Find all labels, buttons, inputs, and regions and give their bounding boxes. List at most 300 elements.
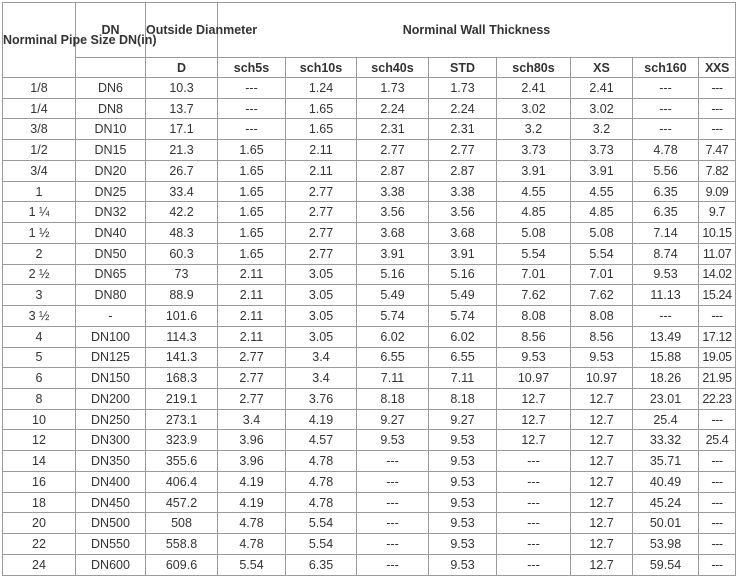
header-std: STD [429, 58, 497, 78]
cell-xxs: --- [699, 492, 736, 513]
cell-sch160: 33.32 [633, 430, 699, 451]
cell-xs: 12.7 [571, 430, 633, 451]
cell-pipe-size: 2 [3, 243, 76, 264]
cell-sch10s: 4.78 [286, 451, 357, 472]
cell-std: 5.16 [429, 264, 497, 285]
table-row [3, 389, 736, 410]
cell-sch10s: 4.78 [286, 492, 357, 513]
cell-xxs: 11.07 [699, 243, 736, 264]
cell-sch10s: 2.77 [286, 243, 357, 264]
cell-sch10s: 2.77 [286, 202, 357, 223]
cell-sch10s: 5.54 [286, 534, 357, 555]
cell-dn: DN550 [76, 534, 146, 555]
header-wall-thickness: Norminal Wall Thickness [218, 3, 736, 58]
cell-dn: DN400 [76, 471, 146, 492]
cell-sch40s: --- [357, 492, 429, 513]
cell-pipe-size: 3 [3, 285, 76, 306]
header-sch160: sch160 [633, 58, 699, 78]
cell-xxs: --- [699, 534, 736, 555]
table-row [3, 181, 736, 202]
cell-sch160: 25.4 [633, 409, 699, 430]
cell-xs: 2.41 [571, 78, 633, 99]
table-row [3, 160, 736, 181]
cell-sch5s: 1.65 [218, 202, 286, 223]
cell-dn: DN10 [76, 119, 146, 140]
cell-sch40s: 3.68 [357, 223, 429, 244]
cell-sch40s: --- [357, 451, 429, 472]
cell-sch40s: 5.16 [357, 264, 429, 285]
cell-outside-diameter: 88.9 [146, 285, 218, 306]
table-row [3, 409, 736, 430]
header-od-unit: D [146, 58, 218, 78]
table-row [3, 554, 736, 575]
cell-outside-diameter: 558.8 [146, 534, 218, 555]
cell-sch10s: 2.77 [286, 181, 357, 202]
cell-std: 3.56 [429, 202, 497, 223]
table-row [3, 513, 736, 534]
cell-pipe-size: 1 ¼ [3, 202, 76, 223]
table-row [3, 451, 736, 472]
cell-pipe-size: 1 ½ [3, 223, 76, 244]
cell-pipe-size: 6 [3, 368, 76, 389]
cell-sch80s: 5.54 [497, 243, 571, 264]
cell-pipe-size: 24 [3, 554, 76, 575]
cell-sch160: 15.88 [633, 347, 699, 368]
cell-std: 2.77 [429, 140, 497, 161]
cell-sch10s: 4.78 [286, 471, 357, 492]
cell-xxs: --- [699, 98, 736, 119]
cell-dn: DN40 [76, 223, 146, 244]
cell-sch160: --- [633, 306, 699, 327]
cell-xs: 10.97 [571, 368, 633, 389]
cell-sch10s: 2.11 [286, 140, 357, 161]
cell-xxs: --- [699, 471, 736, 492]
table-row [3, 492, 736, 513]
cell-sch10s: 6.35 [286, 554, 357, 575]
table-row [3, 119, 736, 140]
cell-xs: 3.02 [571, 98, 633, 119]
cell-xxs: --- [699, 554, 736, 575]
cell-outside-diameter: 273.1 [146, 409, 218, 430]
header-sch80s: sch80s [497, 58, 571, 78]
cell-xxs: 7.47 [699, 140, 736, 161]
cell-pipe-size: 3 ½ [3, 306, 76, 327]
table-row [3, 326, 736, 347]
cell-sch160: 8.74 [633, 243, 699, 264]
cell-outside-diameter: 355.6 [146, 451, 218, 472]
cell-xs: 8.56 [571, 326, 633, 347]
cell-outside-diameter: 26.7 [146, 160, 218, 181]
cell-xs: 5.08 [571, 223, 633, 244]
cell-sch80s: 3.02 [497, 98, 571, 119]
cell-sch10s: 1.65 [286, 119, 357, 140]
cell-pipe-size: 1 [3, 181, 76, 202]
cell-xs: 12.7 [571, 471, 633, 492]
cell-dn: DN250 [76, 409, 146, 430]
table-row [3, 264, 736, 285]
cell-sch10s: 4.57 [286, 430, 357, 451]
cell-sch40s: 2.24 [357, 98, 429, 119]
cell-std: 9.53 [429, 513, 497, 534]
cell-sch160: 5.56 [633, 160, 699, 181]
cell-sch40s: --- [357, 554, 429, 575]
cell-sch160: 50.01 [633, 513, 699, 534]
cell-std: 9.53 [429, 430, 497, 451]
cell-pipe-size: 3/4 [3, 160, 76, 181]
cell-sch80s: 8.56 [497, 326, 571, 347]
cell-outside-diameter: 33.4 [146, 181, 218, 202]
cell-sch40s: 7.11 [357, 368, 429, 389]
cell-std: 2.87 [429, 160, 497, 181]
cell-sch5s: 3.4 [218, 409, 286, 430]
cell-xxs: 17.12 [699, 326, 736, 347]
cell-xxs: 10.15 [699, 223, 736, 244]
cell-std: 9.53 [429, 451, 497, 472]
cell-sch40s: --- [357, 471, 429, 492]
cell-sch5s: 2.77 [218, 389, 286, 410]
header-sch40s: sch40s [357, 58, 429, 78]
cell-sch40s: 3.91 [357, 243, 429, 264]
cell-std: 8.18 [429, 389, 497, 410]
cell-std: 7.11 [429, 368, 497, 389]
cell-sch40s: 5.49 [357, 285, 429, 306]
cell-outside-diameter: 10.3 [146, 78, 218, 99]
cell-dn: DN50 [76, 243, 146, 264]
cell-xs: 3.91 [571, 160, 633, 181]
cell-std: 9.53 [429, 554, 497, 575]
cell-pipe-size: 10 [3, 409, 76, 430]
header-sch5s: sch5s [218, 58, 286, 78]
cell-sch160: --- [633, 119, 699, 140]
cell-xs: 4.85 [571, 202, 633, 223]
cell-xs: 12.7 [571, 389, 633, 410]
table-row [3, 306, 736, 327]
cell-dn: DN500 [76, 513, 146, 534]
cell-dn: DN300 [76, 430, 146, 451]
cell-std: 9.53 [429, 471, 497, 492]
cell-sch160: 9.53 [633, 264, 699, 285]
cell-xxs: 22.23 [699, 389, 736, 410]
cell-pipe-size: 1/8 [3, 78, 76, 99]
cell-pipe-size: 16 [3, 471, 76, 492]
cell-sch160: 40.49 [633, 471, 699, 492]
cell-pipe-size: 12 [3, 430, 76, 451]
cell-std: 6.55 [429, 347, 497, 368]
cell-xxs: --- [699, 119, 736, 140]
cell-xs: 12.7 [571, 492, 633, 513]
cell-sch40s: 6.02 [357, 326, 429, 347]
cell-dn: DN100 [76, 326, 146, 347]
cell-sch160: 45.24 [633, 492, 699, 513]
cell-sch5s: 1.65 [218, 243, 286, 264]
cell-sch40s: 5.74 [357, 306, 429, 327]
cell-pipe-size: 4 [3, 326, 76, 347]
cell-dn: DN20 [76, 160, 146, 181]
cell-xxs: 25.4 [699, 430, 736, 451]
cell-sch10s: 3.76 [286, 389, 357, 410]
cell-outside-diameter: 168.3 [146, 368, 218, 389]
cell-xs: 12.7 [571, 534, 633, 555]
cell-sch10s: 5.54 [286, 513, 357, 534]
cell-outside-diameter: 141.3 [146, 347, 218, 368]
cell-sch10s: 4.19 [286, 409, 357, 430]
cell-dn: DN15 [76, 140, 146, 161]
table-row [3, 471, 736, 492]
cell-sch5s: 3.96 [218, 451, 286, 472]
table-row [3, 285, 736, 306]
cell-sch80s: 5.08 [497, 223, 571, 244]
cell-sch160: 4.78 [633, 140, 699, 161]
cell-sch10s: 2.11 [286, 160, 357, 181]
cell-xs: 12.7 [571, 554, 633, 575]
cell-sch80s: 3.91 [497, 160, 571, 181]
cell-sch5s: 1.65 [218, 223, 286, 244]
cell-pipe-size: 1/4 [3, 98, 76, 119]
cell-sch5s: 3.96 [218, 430, 286, 451]
cell-std: 2.24 [429, 98, 497, 119]
cell-sch160: 35.71 [633, 451, 699, 472]
cell-xxs: --- [699, 78, 736, 99]
cell-pipe-size: 8 [3, 389, 76, 410]
cell-outside-diameter: 457.2 [146, 492, 218, 513]
cell-dn: DN125 [76, 347, 146, 368]
cell-pipe-size: 14 [3, 451, 76, 472]
cell-sch10s: 3.05 [286, 264, 357, 285]
cell-sch40s: 3.56 [357, 202, 429, 223]
cell-sch80s: --- [497, 492, 571, 513]
cell-std: 1.73 [429, 78, 497, 99]
header-outside-diameter: Outside Dianmeter [146, 3, 218, 58]
table-row [3, 243, 736, 264]
cell-xs: 12.7 [571, 409, 633, 430]
cell-dn: DN8 [76, 98, 146, 119]
cell-xxs: 14.02 [699, 264, 736, 285]
cell-sch80s: 12.7 [497, 430, 571, 451]
cell-dn: DN65 [76, 264, 146, 285]
cell-sch10s: 3.05 [286, 326, 357, 347]
cell-dn: DN450 [76, 492, 146, 513]
cell-outside-diameter: 42.2 [146, 202, 218, 223]
cell-dn: DN80 [76, 285, 146, 306]
cell-outside-diameter: 114.3 [146, 326, 218, 347]
cell-sch10s: 3.05 [286, 306, 357, 327]
cell-xxs: --- [699, 451, 736, 472]
cell-outside-diameter: 60.3 [146, 243, 218, 264]
cell-dn: DN600 [76, 554, 146, 575]
cell-pipe-size: 5 [3, 347, 76, 368]
cell-sch160: 13.49 [633, 326, 699, 347]
cell-sch160: 6.35 [633, 202, 699, 223]
table-row [3, 78, 736, 99]
cell-sch160: 53.98 [633, 534, 699, 555]
cell-sch160: --- [633, 98, 699, 119]
cell-outside-diameter: 48.3 [146, 223, 218, 244]
cell-sch5s: 1.65 [218, 140, 286, 161]
header-row-main [3, 3, 736, 58]
cell-sch80s: --- [497, 471, 571, 492]
cell-sch40s: --- [357, 513, 429, 534]
cell-sch5s: 2.11 [218, 285, 286, 306]
cell-sch10s: 1.65 [286, 98, 357, 119]
cell-std: 3.38 [429, 181, 497, 202]
cell-sch40s: 3.38 [357, 181, 429, 202]
cell-sch40s: 2.87 [357, 160, 429, 181]
cell-sch160: 23.01 [633, 389, 699, 410]
cell-xs: 7.01 [571, 264, 633, 285]
cell-outside-diameter: 17.1 [146, 119, 218, 140]
cell-std: 3.91 [429, 243, 497, 264]
header-dn-blank [76, 58, 146, 78]
cell-outside-diameter: 406.4 [146, 471, 218, 492]
cell-outside-diameter: 219.1 [146, 389, 218, 410]
cell-pipe-size: 20 [3, 513, 76, 534]
cell-sch5s: --- [218, 98, 286, 119]
table-row [3, 347, 736, 368]
cell-xxs: 19.05 [699, 347, 736, 368]
header-pipe-size: Norminal Pipe Size DN(in) [3, 3, 76, 78]
cell-sch5s: 4.78 [218, 513, 286, 534]
cell-sch80s: 7.01 [497, 264, 571, 285]
cell-sch5s: 4.19 [218, 471, 286, 492]
cell-sch40s: 2.77 [357, 140, 429, 161]
cell-outside-diameter: 101.6 [146, 306, 218, 327]
table-row [3, 430, 736, 451]
cell-sch5s: 1.65 [218, 181, 286, 202]
cell-pipe-size: 1/2 [3, 140, 76, 161]
table-row [3, 368, 736, 389]
cell-sch5s: 2.11 [218, 326, 286, 347]
cell-sch160: 6.35 [633, 181, 699, 202]
cell-xxs: 7.82 [699, 160, 736, 181]
cell-xxs: 9.09 [699, 181, 736, 202]
cell-sch5s: 4.78 [218, 534, 286, 555]
cell-std: 9.53 [429, 534, 497, 555]
cell-sch5s: --- [218, 119, 286, 140]
cell-std: 9.27 [429, 409, 497, 430]
cell-sch160: 11.13 [633, 285, 699, 306]
table-row [3, 223, 736, 244]
cell-pipe-size: 18 [3, 492, 76, 513]
cell-sch10s: 3.4 [286, 347, 357, 368]
cell-sch10s: 2.77 [286, 223, 357, 244]
cell-std: 5.74 [429, 306, 497, 327]
table-row [3, 140, 736, 161]
cell-sch80s: 3.2 [497, 119, 571, 140]
cell-dn: DN200 [76, 389, 146, 410]
cell-dn: DN150 [76, 368, 146, 389]
cell-std: 2.31 [429, 119, 497, 140]
cell-sch160: --- [633, 78, 699, 99]
cell-sch80s: --- [497, 451, 571, 472]
cell-xs: 3.2 [571, 119, 633, 140]
pipe-thickness-table [2, 2, 736, 576]
cell-sch80s: 4.55 [497, 181, 571, 202]
cell-xxs: --- [699, 306, 736, 327]
header-xxs: XXS [699, 58, 736, 78]
table-row [3, 202, 736, 223]
cell-xs: 4.55 [571, 181, 633, 202]
cell-sch10s: 3.4 [286, 368, 357, 389]
header-dn: DN [76, 3, 146, 58]
cell-sch5s: 2.11 [218, 306, 286, 327]
cell-xs: 7.62 [571, 285, 633, 306]
cell-xs: 5.54 [571, 243, 633, 264]
cell-sch80s: 9.53 [497, 347, 571, 368]
cell-sch40s: 9.27 [357, 409, 429, 430]
cell-sch80s: --- [497, 534, 571, 555]
cell-sch40s: 2.31 [357, 119, 429, 140]
cell-sch80s: 8.08 [497, 306, 571, 327]
cell-sch5s: 2.77 [218, 368, 286, 389]
cell-sch5s: 2.11 [218, 264, 286, 285]
table-row [3, 534, 736, 555]
cell-xxs: 15.24 [699, 285, 736, 306]
cell-outside-diameter: 73 [146, 264, 218, 285]
cell-pipe-size: 2 ½ [3, 264, 76, 285]
cell-sch80s: --- [497, 554, 571, 575]
cell-sch160: 18.26 [633, 368, 699, 389]
cell-dn: DN25 [76, 181, 146, 202]
table-row [3, 98, 736, 119]
cell-sch5s: 5.54 [218, 554, 286, 575]
cell-sch80s: --- [497, 513, 571, 534]
cell-sch40s: 1.73 [357, 78, 429, 99]
cell-sch80s: 12.7 [497, 389, 571, 410]
cell-sch5s: 1.65 [218, 160, 286, 181]
cell-sch40s: 9.53 [357, 430, 429, 451]
cell-outside-diameter: 21.3 [146, 140, 218, 161]
cell-outside-diameter: 13.7 [146, 98, 218, 119]
cell-sch160: 59.54 [633, 554, 699, 575]
cell-xs: 3.73 [571, 140, 633, 161]
cell-sch80s: 7.62 [497, 285, 571, 306]
cell-xs: 12.7 [571, 513, 633, 534]
cell-sch10s: 3.05 [286, 285, 357, 306]
cell-sch5s: 4.19 [218, 492, 286, 513]
table-body [3, 78, 736, 576]
cell-dn: DN6 [76, 78, 146, 99]
cell-xs: 9.53 [571, 347, 633, 368]
cell-sch80s: 12.7 [497, 409, 571, 430]
cell-sch40s: 6.55 [357, 347, 429, 368]
cell-xxs: 21.95 [699, 368, 736, 389]
header-xs: XS [571, 58, 633, 78]
cell-std: 6.02 [429, 326, 497, 347]
cell-xxs: 9.7 [699, 202, 736, 223]
cell-xs: 12.7 [571, 451, 633, 472]
cell-outside-diameter: 609.6 [146, 554, 218, 575]
cell-sch40s: 8.18 [357, 389, 429, 410]
cell-outside-diameter: 508 [146, 513, 218, 534]
cell-pipe-size: 22 [3, 534, 76, 555]
header-sch10s: sch10s [286, 58, 357, 78]
cell-sch40s: --- [357, 534, 429, 555]
cell-xs: 8.08 [571, 306, 633, 327]
cell-sch5s: 2.77 [218, 347, 286, 368]
cell-pipe-size: 3/8 [3, 119, 76, 140]
cell-sch10s: 1.24 [286, 78, 357, 99]
cell-sch80s: 4.85 [497, 202, 571, 223]
cell-sch5s: --- [218, 78, 286, 99]
cell-std: 3.68 [429, 223, 497, 244]
cell-dn: DN32 [76, 202, 146, 223]
cell-outside-diameter: 323.9 [146, 430, 218, 451]
cell-xxs: --- [699, 409, 736, 430]
cell-sch80s: 2.41 [497, 78, 571, 99]
cell-sch80s: 3.73 [497, 140, 571, 161]
cell-std: 5.49 [429, 285, 497, 306]
cell-dn: - [76, 306, 146, 327]
